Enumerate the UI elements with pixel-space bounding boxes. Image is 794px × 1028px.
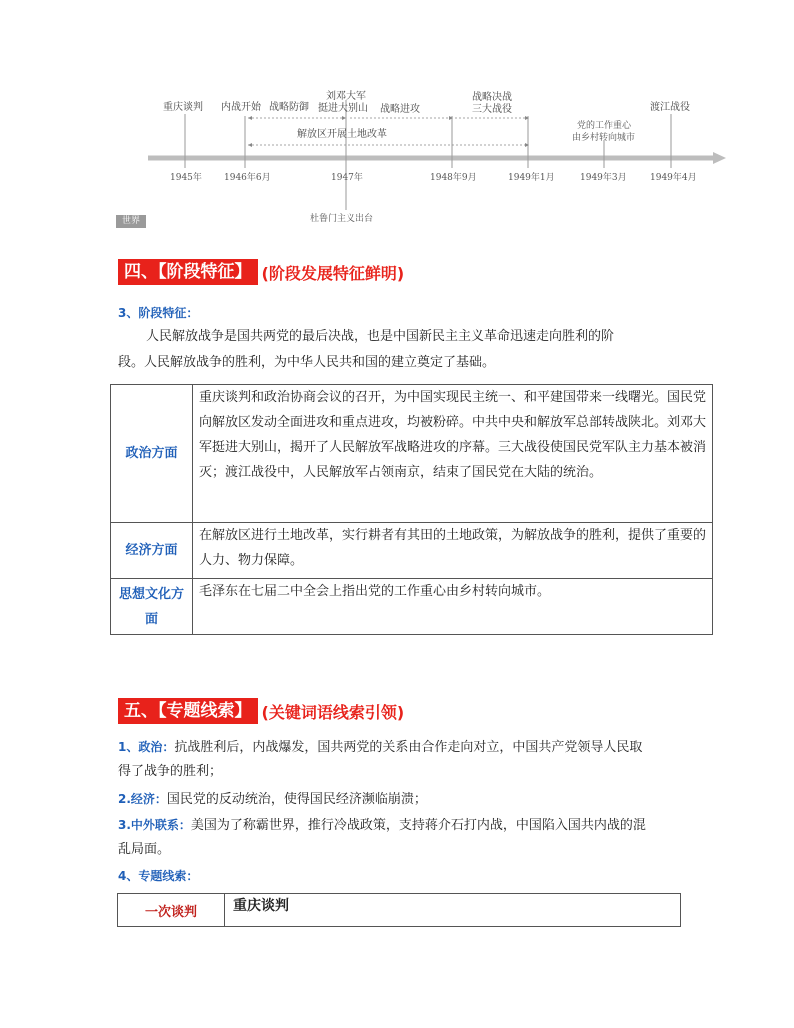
row-body-culture: 毛泽东在七届二中全会上指出党的工作重心由乡村转向城市。 — [193, 579, 713, 635]
clue-politics-label: 1、政治： — [118, 740, 175, 754]
row-body-politics: 重庆谈判和政治协商会议的召开，为中国实现民主统一、和平建国带来一线曙光。国民党向解放区发动全面进攻和重点进攻，均被粉碎。中共中央和解放军总部转战陕北。刘邓大军挺进大别山，揭开了人民解放军战略进攻的序幕。三大战役使国民党军队主力基本被消灭；渡江战役中，人民解放军占领南京，结束了国民党在大陆的统治。 — [193, 385, 713, 523]
clue-politics — [118, 735, 642, 760]
table-row — [111, 579, 713, 635]
table-row — [111, 385, 713, 523]
event-liu-deng-1: 刘邓大军 — [326, 91, 366, 102]
section4-subtitle: (阶段发展特征鲜明) — [261, 263, 405, 283]
date-label: 1947年 — [331, 173, 363, 183]
table-row — [118, 894, 681, 927]
row-head-culture: 思想文化方面 — [111, 579, 193, 635]
event-party-shift-2: 由乡村转向城市 — [572, 133, 636, 143]
event-party-shift-1: 党的工作重心 — [577, 121, 632, 131]
event-civil-war: 内战开始 — [221, 102, 261, 113]
stage-para-line1: 人民解放战争是国共两党的最后决战，也是中国新民主主义革命迅速走向胜利的阶 — [146, 329, 615, 344]
row-body-economy: 在解放区进行土地改革，实行耕者有其田的土地政策，为解放战争的胜利，提供了重要的人力、物力保障。 — [193, 523, 713, 579]
section5-heading — [118, 698, 404, 724]
event-offense: 战略进攻 — [380, 104, 420, 115]
clue-foreign — [118, 813, 646, 838]
section5-subtitle: (关键词语线索引领) — [261, 702, 405, 722]
world-label: 世界 — [116, 215, 146, 228]
stage-para-line2: 段。人民解放战争的胜利，为中华人民共和国的建立奠定了基础。 — [118, 355, 496, 370]
section4-tag: 四、【阶段特征】 — [118, 259, 258, 285]
event-decisive-2: 三大战役 — [472, 104, 512, 115]
stage-feature-label-text: 3、阶段特征： — [118, 306, 199, 320]
clue-foreign-label: 3.中外联系： — [118, 818, 191, 832]
event-decisive-1: 战略决战 — [472, 92, 512, 103]
topic-clue-label-text: 4、专题线索： — [118, 869, 199, 883]
date-label: 1948年9月 — [430, 173, 477, 183]
table-row — [111, 523, 713, 579]
clue-politics-cont: 得了战争的胜利； — [118, 764, 223, 779]
clue-economy-text: 国民党的反动统治，使得国民经济濒临崩溃； — [166, 792, 427, 807]
section4-heading — [118, 259, 404, 285]
event-liu-deng-2: 挺进大别山 — [318, 103, 368, 114]
date-label: 1945年 — [170, 173, 202, 183]
clue-economy — [118, 787, 427, 812]
clue-politics-text: 抗战胜利后，内战爆发，国共两党的关系由合作走向对立，中国共产党领导人民取 — [174, 740, 643, 755]
clue-head: 一次谈判 — [118, 894, 225, 927]
date-label: 1949年4月 — [650, 173, 697, 183]
clue-economy-label: 2.经济： — [118, 792, 167, 806]
stage-feature-label — [118, 301, 198, 326]
event-defense: 战略防御 — [269, 102, 309, 113]
clue-body: 重庆谈判 — [225, 894, 681, 927]
event-truman: 杜鲁门主义出台 — [310, 214, 374, 224]
section5-tag: 五、【专题线索】 — [118, 698, 258, 724]
event-chongqing: 重庆谈判 — [163, 102, 203, 113]
event-land-reform: 解放区开展土地改革 — [297, 129, 387, 140]
timeline-graphic — [0, 0, 794, 240]
topic-clue-label — [118, 864, 198, 889]
date-label: 1949年3月 — [580, 173, 627, 183]
date-label: 1946年6月 — [224, 173, 271, 183]
clue-foreign-cont: 乱局面。 — [118, 842, 171, 857]
event-yangtze: 渡江战役 — [650, 102, 690, 113]
clue-table — [117, 893, 681, 927]
clue-foreign-text: 美国为了称霸世界，推行冷战政策，支持蒋介石打内战，中国陷入国共内战的混 — [190, 818, 646, 833]
row-head-economy: 经济方面 — [111, 523, 193, 579]
date-label: 1949年1月 — [508, 173, 555, 183]
feature-table — [110, 384, 713, 635]
row-head-politics: 政治方面 — [111, 385, 193, 523]
